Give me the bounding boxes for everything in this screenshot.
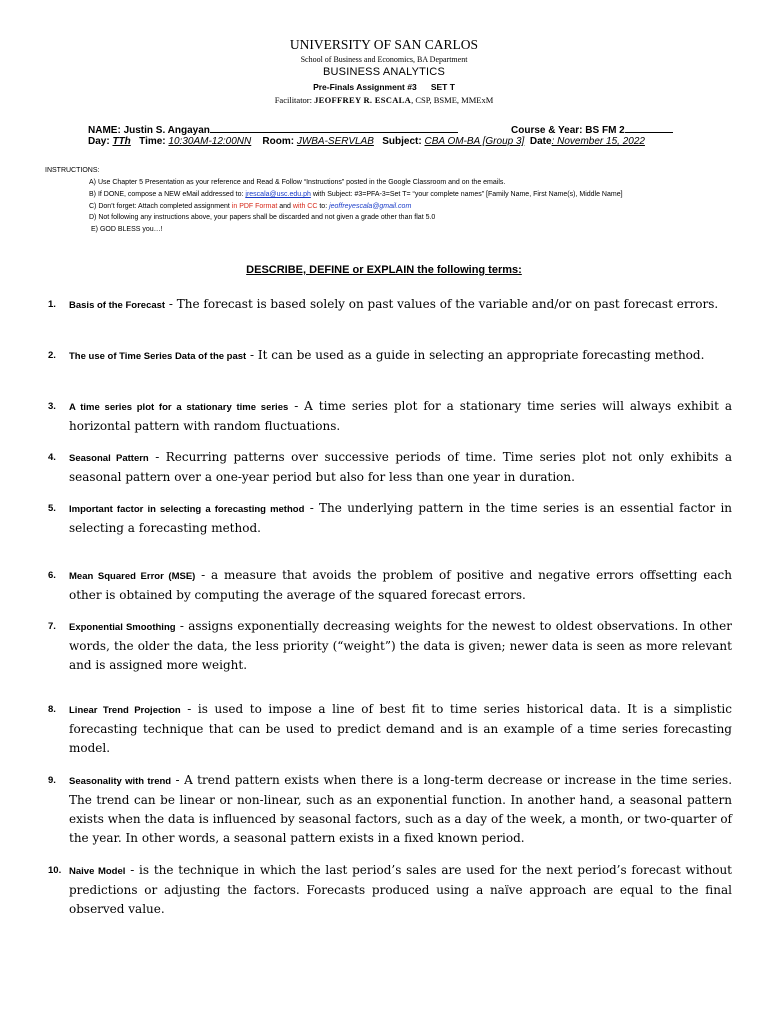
name-label: NAME: xyxy=(88,125,121,136)
list-item xyxy=(48,346,732,366)
list-item xyxy=(48,700,732,758)
facilitator-label: Facilitator: xyxy=(274,95,312,105)
item-definition: - The underlying pattern in the time series is an essential factor in selecting a forecasting method. xyxy=(69,501,733,535)
item-number: 2. xyxy=(48,350,56,361)
instruction-b-pre: B) If DONE, compose a NEW eMail addressed to: xyxy=(89,191,246,198)
date-label: Date xyxy=(529,136,552,147)
date-value: : November 15, 2022 xyxy=(551,136,645,147)
list-item xyxy=(48,566,732,605)
name-field xyxy=(88,122,458,136)
list-item xyxy=(48,448,732,487)
item-term: Exponential Smoothing xyxy=(69,622,176,633)
item-number: 7. xyxy=(48,621,56,632)
instruction-b-post: with Subject: #3=PFA-3=Set T= “your complete names” [Family Name, First Name(s), Middle Name] xyxy=(310,191,623,198)
facilitator-name: JEOFFREY R. ESCALA xyxy=(314,95,412,105)
item-number: 5. xyxy=(48,503,56,514)
assignment-title-text: Pre-Finals Assignment #3 SET T xyxy=(313,82,455,92)
instruction-d: D) Not following any instructions above, your papers shall be discarded and not given a grade other than flat 5.0 xyxy=(89,214,436,221)
item-number: 9. xyxy=(48,775,56,786)
item-number: 6. xyxy=(48,570,56,581)
item-term: Mean Squared Error (MSE) xyxy=(69,571,196,582)
item-definition: - A time series plot for a stationary time series will always exhibit a horizontal pattern with random fluctuations. xyxy=(69,399,732,433)
instructor-email-link[interactable]: jrescala@usc.edu.ph xyxy=(245,191,311,198)
instruction-a: A) Use Chapter 5 Presentation as your reference and Read & Follow “Instructions” posted in the Google Classroom and on the emails. xyxy=(89,179,506,186)
list-item xyxy=(48,861,732,919)
instructions-label: INSTRUCTIONS: xyxy=(45,167,100,174)
instruction-c xyxy=(89,203,411,210)
day-value: TTh xyxy=(112,136,131,147)
instruction-c-pre: C) Don’t forget: Attach completed assignment xyxy=(89,203,232,210)
instruction-e: E) GOD BLESS you…! xyxy=(91,226,163,233)
item-term: The use of Time Series Data of the past xyxy=(69,351,247,362)
time-value: 10:30AM-12:00NN xyxy=(168,136,252,147)
room-label: Room: xyxy=(262,136,295,147)
instruction-c-mid: and xyxy=(277,203,293,210)
name-value: Justin S. Angayan xyxy=(123,125,210,136)
item-definition: - It can be used as a guide in selecting an appropriate forecasting method. xyxy=(246,348,705,362)
facilitator-line xyxy=(0,95,768,105)
cc-email[interactable]: jeoffreyescala@gmail.com xyxy=(329,203,412,210)
section-heading: DESCRIBE, DEFINE or EXPLAIN the following terms: xyxy=(246,264,522,276)
course-year-value: BS FM 2 xyxy=(585,125,625,136)
list-item xyxy=(48,771,732,848)
item-term: A time series plot for a stationary time series xyxy=(69,402,289,413)
university-name: UNIVERSITY OF SAN CARLOS xyxy=(289,37,479,52)
item-term: Important factor in selecting a forecasting method xyxy=(69,504,305,515)
assignment-title xyxy=(0,82,768,92)
item-definition: - A trend pattern exists when there is a long-term decrease or increase in the time series. The trend can be linear or non-linear, such as an exponential function. In another hand, a seasonal pattern exists when the data is influenced by seasonal factors, such as a day of the week, a month, or two-quarter of the year. In other words, a seasonal pattern exists in a fixed known period. xyxy=(69,773,733,845)
item-definition: - is used to impose a line of best fit to time series historical data. It is a simplistic forecasting technique that can be used to predict demand and is an example of a time series forecasting model. xyxy=(69,702,732,755)
item-number: 4. xyxy=(48,452,56,463)
item-number: 3. xyxy=(48,401,56,412)
course-year-label: Course & Year: xyxy=(511,125,583,136)
item-definition: - is the technique in which the last period’s sales are used for the next period’s forecast without predictions or adjusting the factors. Forecasts produced using a naïve approach are equal to the final observed value. xyxy=(69,863,732,916)
list-item xyxy=(48,295,732,315)
instruction-c-to: to: xyxy=(317,203,330,210)
item-definition: - Recurring patterns over successive periods of time. Time series plot not only exhibits a seasonal pattern over a one-year period but also for less than one year in duration. xyxy=(69,450,732,484)
room-value: JWBA-SERVLAB xyxy=(296,136,374,147)
item-term: Seasonal Pattern xyxy=(69,453,149,464)
item-term: Seasonality with trend xyxy=(69,776,172,787)
item-number: 10. xyxy=(48,865,62,876)
list-item xyxy=(48,499,732,538)
course-year-underline xyxy=(625,122,673,133)
with-cc-note: with CC xyxy=(292,203,318,210)
item-definition: - The forecast is based solely on past values of the variable and/or on past forecast errors. xyxy=(165,297,719,311)
facilitator-credentials: , CSP, BSME, MMExM xyxy=(411,95,494,105)
item-term: Linear Trend Projection xyxy=(69,705,181,716)
item-term: Basis of the Forecast xyxy=(69,300,166,311)
subject-label: Subject: xyxy=(382,136,422,147)
day-label: Day: xyxy=(88,136,110,147)
course-title: BUSINESS ANALYTICS xyxy=(323,66,445,78)
list-item xyxy=(48,617,732,675)
item-number: 8. xyxy=(48,704,56,715)
name-underline xyxy=(210,122,458,133)
school-department: School of Business and Economics, BA Department xyxy=(300,55,468,64)
list-item xyxy=(48,397,732,436)
instruction-b xyxy=(89,191,623,198)
item-number: 1. xyxy=(48,299,56,310)
item-definition: - a measure that avoids the problem of positive and negative errors offsetting each other is obtained by computing the average of the squared forecast errors. xyxy=(69,568,732,602)
item-definition: - assigns exponentially decreasing weights for the newest to oldest observations. In other words, the older the data, the less priority (“weight”) the data is given; newer data is seen as more relevant and is assigned more weight. xyxy=(69,619,732,672)
subject-value: CBA OM-BA [Group 3] xyxy=(424,136,525,147)
course-year-field xyxy=(511,122,673,136)
item-term: Naive Model xyxy=(69,866,126,877)
schedule-row xyxy=(88,136,645,147)
pdf-format-note: in PDF Format xyxy=(231,203,278,210)
time-label: Time: xyxy=(139,136,166,147)
